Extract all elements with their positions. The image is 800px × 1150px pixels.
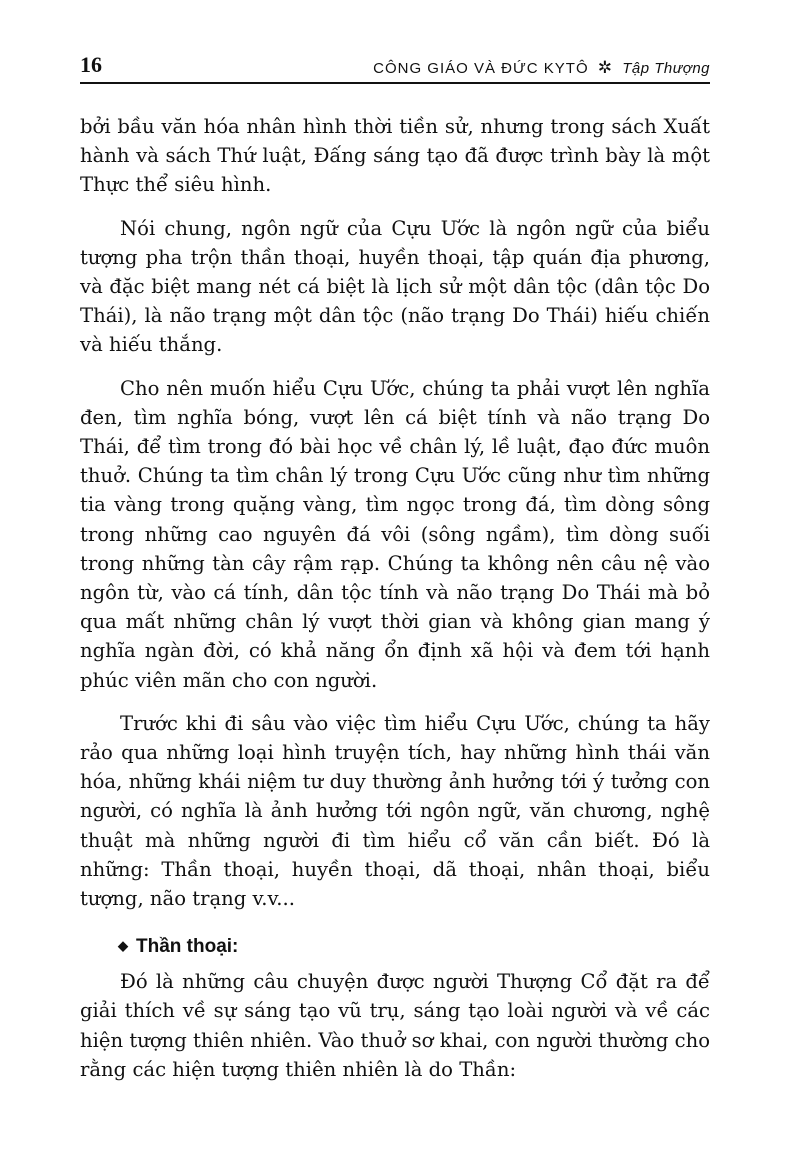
page-number: 16	[80, 52, 102, 77]
paragraph: Cho nên muốn hiểu Cựu Ước, chúng ta phải vượt lên nghĩa đen, tìm nghĩa bóng, vượt lên cá biệt tính và não trạng Do Thái, để tìm trong đó bài học về chân lý, lề luật, đạo đức muôn thuở. Chúng ta tìm chân lý trong Cựu Ước cũng như tìm những tia vàng trong quặng vàng, tìm ngọc trong đá, tìm dòng sông trong những cao nguyên đá vôi (sông ngầm), tìm dòng suối trong những tàn cây rậm rạp. Chúng ta không nên câu nệ vào ngôn từ, vào cá tính, dân tộc tính và não trạng Do Thái mà bỏ qua mất những chân lý vượt thời gian và không gian mang ý nghĩa ngàn đời, có khả năng ổn định xã hội và đem tới hạnh phúc viên mãn cho con người.	[80, 376, 710, 692]
body-text	[80, 112, 710, 1084]
paragraph: Trước khi đi sâu vào việc tìm hiểu Cựu Ước, chúng ta hãy rảo qua những loại hình truyện tích, hay những hình thái văn hóa, những khái niệm tư duy thường ảnh hưởng tới ý tưởng con người, có nghĩa là ảnh hưởng tới ngôn ngữ, văn chương, nghệ thuật mà những người đi tìm hiểu cổ văn cần biết. Đó là những: Thần thoại, huyền thoại, dã thoại, nhân thoại, biểu tượng, não trạng v.v...	[80, 711, 710, 911]
volume-label: Tập Thượng	[622, 60, 710, 77]
section-heading	[118, 931, 710, 961]
section-paragraph: Đó là những câu chuyện được người Thượng Cổ đặt ra để giải thích về sự sáng tạo vũ trụ, sáng tạo loài người và về các hiện tượng thiên nhiên. Vào thuở sơ khai, con người thường cho rằng các hiện tượng thiên nhiên là do Thần:	[80, 970, 710, 1081]
page-header	[80, 48, 710, 84]
star-ornament-icon: ✲	[597, 58, 614, 77]
section-heading-text: Thần thoại:	[136, 936, 239, 958]
paragraph: Nói chung, ngôn ngữ của Cựu Ước là ngôn ngữ của biểu tượng pha trộn thần thoại, huyền thoại, tập quán địa phương, và đặc biệt mang nét cá biệt là lịch sử một dân tộc (dân tộc Do Thái), là não trạng một dân tộc (não trạng Do Thái) hiếu chiến và hiếu thắng.	[80, 216, 710, 357]
running-head	[373, 58, 710, 78]
paragraph-continuation: bởi bầu văn hóa nhân hình thời tiền sử, nhưng trong sách Xuất hành và sách Thứ luật, Đấng sáng tạo đã được trình bày là một Thực thể siêu hình.	[80, 115, 710, 197]
book-title: CÔNG GIÁO VÀ ĐỨC KYTÔ	[373, 60, 589, 77]
diamond-bullet-icon: ◆	[118, 938, 128, 954]
